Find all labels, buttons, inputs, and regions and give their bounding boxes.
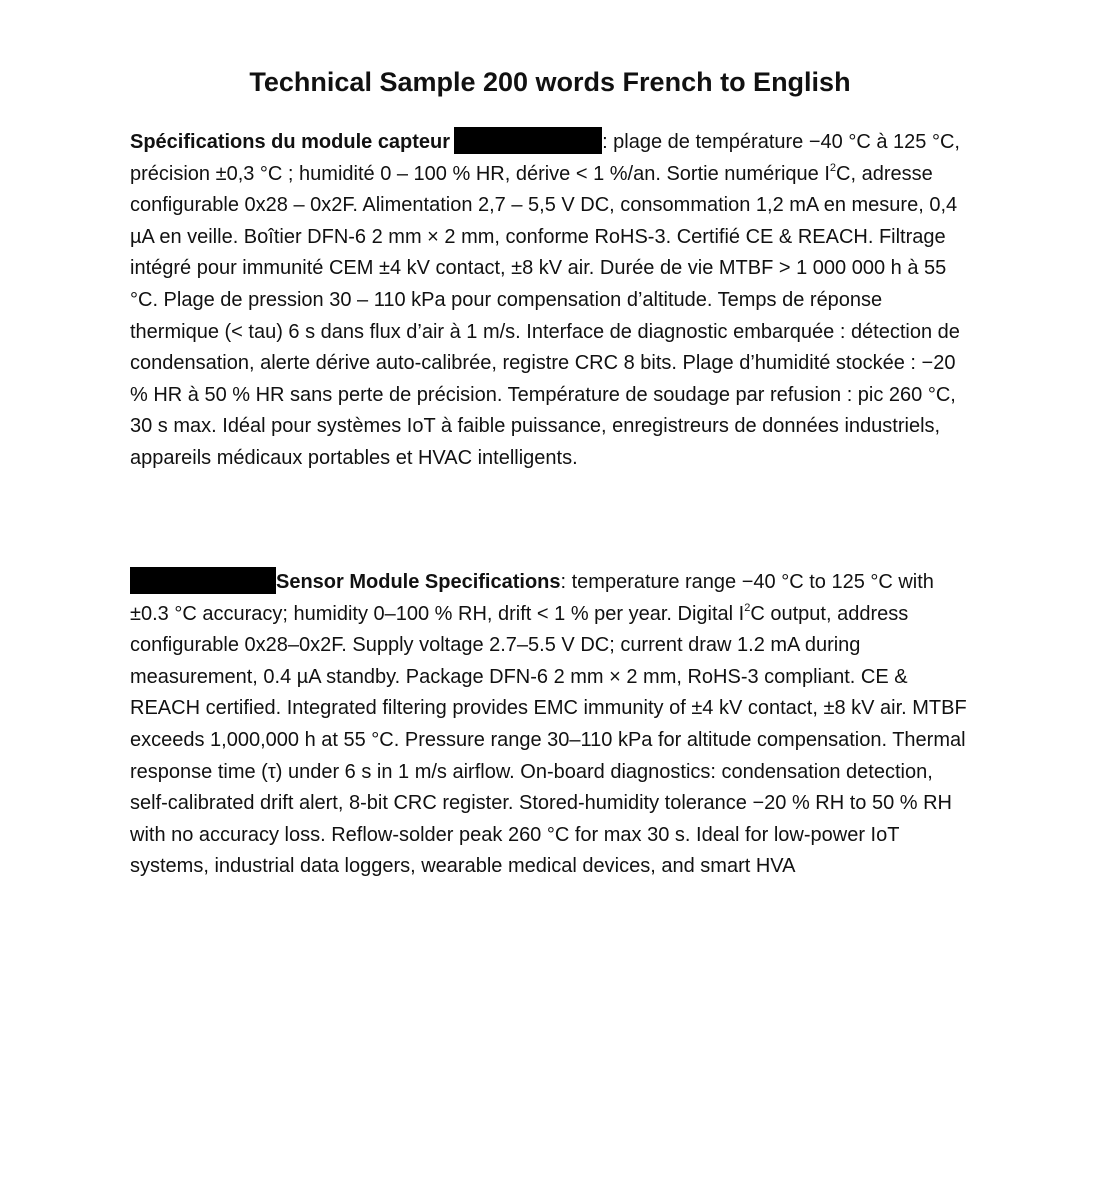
french-text-part-1: : plage de température −40 °C à 125 °C, précision ±0,3 °C ; humidité 0 – 100 % HR, dérive < 1 %/an. Sortie numérique I — [130, 131, 960, 185]
redaction-block — [130, 567, 276, 594]
redaction-block — [454, 127, 602, 154]
french-superscript: 2 — [829, 161, 837, 174]
english-superscript: 2 — [744, 601, 751, 614]
english-text-part-1: : temperature range −40 °C to 125 °C with ±0.3 °C accuracy; humidity 0–100 % RH, drift < 1 % per year. Digital I — [130, 571, 934, 625]
french-paragraph — [130, 127, 975, 475]
document-title: Technical Sample 200 words French to English — [249, 67, 851, 97]
english-text-part-2: C output, address configurable 0x28–0x2F. Supply voltage 2.7–5.5 V DC; current draw 1.2 mA during measurement, 0.4 µA standby. Package DFN-6 2 mm × 2 mm, RoHS-3 compliant. CE & REACH certified. Integrated filtering provides EMC immunity of ±4 kV contact, ±8 kV air. MTBF exceeds 1,000,000 h at 55 °C. Pressure range 30–110 kPa for altitude compensation. Thermal response time (τ) under 6 s in 1 m/s airflow. On-board diagnostics: condensation detection, self-calibrated drift alert, 8-bit CRC register. Stored-humidity tolerance −20 % RH to 50 % RH with no accuracy loss. Reflow-solder peak 260 °C for max 30 s. Ideal for low-power IoT systems, industrial data loggers, wearable medical devices, and smart HVA — [130, 602, 967, 878]
english-heading: Sensor Module Specifications — [276, 571, 561, 593]
french-heading: Spécifications du module capteur — [130, 131, 451, 153]
english-paragraph — [130, 567, 975, 883]
french-text-part-2: C, adresse configurable 0x28 – 0x2F. Alimentation 2,7 – 5,5 V DC, consommation 1,2 mA en mesure, 0,4 µA en veille. Boîtier DFN-6 2 mm × 2 mm, conforme RoHS-3. Certifié CE & REACH. Filtrage intégré pour immunité CEM ±4 kV contact, ±8 kV air. Durée de vie MTBF > 1 000 000 h à 55 °C. Plage de pression 30 – 110 kPa pour compensation d’altitude. Temps de réponse thermique (< tau) 6 s dans flux d’air à 1 m/s. Interface de diagnostic embarquée : détection de condensation, alerte dérive auto-calibrée, registre CRC 8 bits. Plage d’humidité stockée : −20 % HR à 50 % HR sans perte de précision. Température de soudage par refusion : pic 260 °C, 30 s max. Idéal pour systèmes IoT à faible puissance, enregistreurs de données industriels, appareils médicaux portables et HVAC intelligents. — [130, 162, 960, 469]
